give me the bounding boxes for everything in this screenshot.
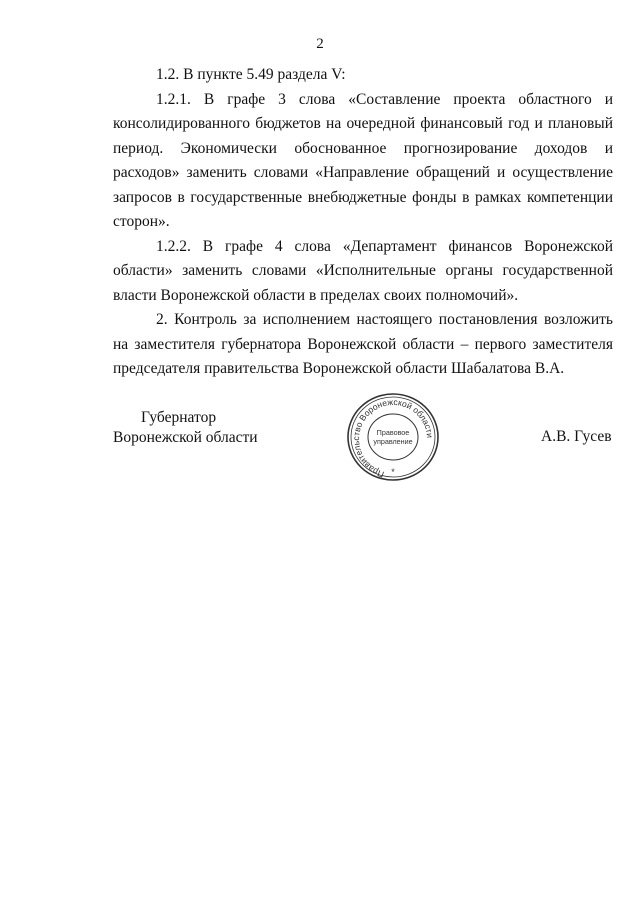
signatory-title <box>113 408 258 448</box>
paragraph-1-2: 1.2. В пункте 5.49 раздела V: <box>156 66 346 83</box>
signatory-name: А.В. Гусев <box>541 428 612 445</box>
stamp-outer-text: Правительство Воронежской области <box>351 396 436 480</box>
signatory-title-line-1: Губернатор <box>141 409 217 426</box>
paragraph-1-2-2: 1.2.2. В графе 4 слова «Департамент финансов Воронежской области» заменить словами «Исполнительные органы государственной власти Воронежской области в пределах своих полномочий». <box>113 237 613 304</box>
paragraph-1-2-1: 1.2.1. В графе 3 слова «Составление проекта областного и консолидированного бюджетов на очередной финансовый год и плановый период. Экономически обоснованное прогнозирование доходов и расходов» заменить словами «Направление обращений и осуществление запросов в государственные внебюджетные фонды в рамках компетенции сторон». <box>113 90 613 230</box>
page-number: 2 <box>316 36 324 52</box>
stamp-inner-text-2: управление <box>373 437 413 446</box>
stamp-star: * <box>391 467 395 477</box>
stamp-inner-text-1: Правовое <box>376 428 410 437</box>
official-stamp <box>343 391 443 483</box>
paragraph-2: 2. Контроль за исполнением настоящего постановления возложить на заместителя губернатора Воронежской области – первого заместителя председателя правительства Воронежской области Шабалатова В.А. <box>113 311 613 377</box>
signatory-title-line-2: Воронежской области <box>113 429 258 446</box>
